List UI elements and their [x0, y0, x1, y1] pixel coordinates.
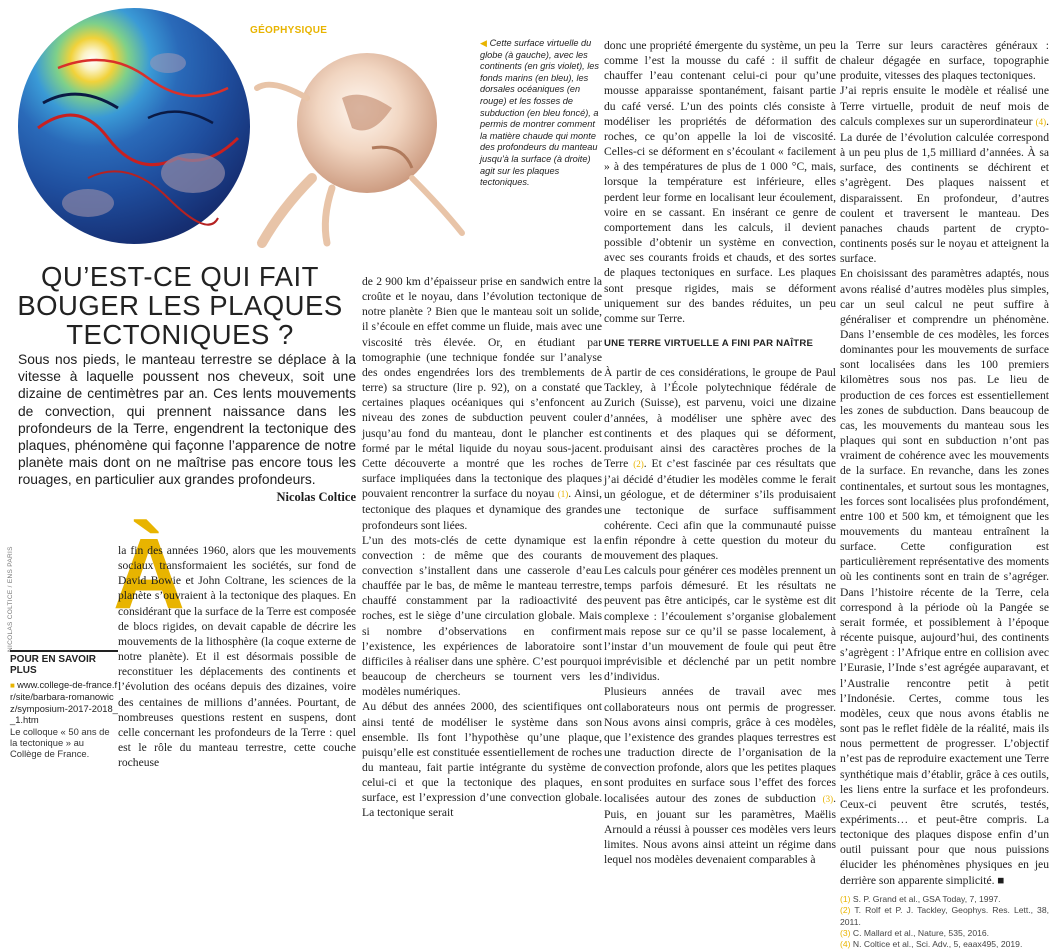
- col3-paragraph-2: À partir de ces considérations, le groupe de Paul Tackley, à l’École polytechnique fédérale de Zurich (Suisse), est parvenu, voici une dizaine d’années, à modéliser une sphère avec des continents et des plaques qui se déforment, produisant ainsi des caractères proches de la Terre (2). Et c’est fascinée par ces résultats que j’ai décidé d’étudier les modèles comme le ferait un géologue, et de déterminer s’ils produisaient une tectonique de surface suffisamment cohérente. Ceci afin que la communauté puisse enfin répondre à cette question du moteur du mouvement des plaques.: [604, 366, 837, 562]
- reference-item: (1) S. P. Grand et al., GSA Today, 7, 1997.: [840, 893, 1001, 904]
- col2-paragraph-3: Au début des années 2000, des scientifiques ont ainsi tenté de modéliser le système dans son ensemble. Ils font l’hypothèse qu’une plaque, puisqu’elle est constituée essentiellement de roches du manteau, fait partie intégrante du système de celui-ci et que la tectonique des plaques, en surface, est l’expression d’une convection globale. La tectonique serait: [362, 700, 602, 820]
- caption-text: Cette surface virtuelle du globe (à gauche), avec les continents (en gris violet), les fonds marins (en bleu), les dorsales océaniques (en rouge) et les fosses de subduction (en bleu foncé), a permis de montrer comment la matière chaude qui monte des profondeurs du manteau jusqu'à la surface (à droite) agit sur les plaques tectoniques.: [480, 38, 599, 188]
- lead-text: Sous nos pieds, le manteau terrestre se déplace à la vitesse à laquelle poussent nos cheveux, soit une dizaine de centimètres par an. Ces lents mouvements de convection, qui prennent naissance dans les profondeurs de la Terre, engendrent la tectonique des plaques, phénomène qui façonne l’apparence de notre planète mais dont on ne maîtrise pas encore tous les rouages, en particulier aux grandes profondeurs.: [18, 352, 356, 488]
- further-reading-heading: POUR EN SAVOIR PLUS: [10, 650, 118, 676]
- col3-paragraph-3: Les calculs pour générer ces modèles prennent un temps parfois démesuré. Et les résultats ne peuvent pas être anticipés, car le système est dit complexe : l’écoulement s’organise globalement mais repose sur ce qu’il se passe localement, à l’instar d’un mouvement de foule qui peut être imprévisible et déclenché par un petit nombre d’individus.: [604, 564, 836, 684]
- column-4: [840, 38, 1049, 951]
- ref-marker-1: (1): [557, 489, 569, 500]
- col1-paragraph: la fin des années 1960, alors que les mouvements sociaux transformaient les sociétés, sur fond de David Bowie et John Coltrane, les sciences de la planète s’ouvraient à la tectonique des plaques. En considérant que la surface de la Terre est composée de blocs rigides, on devait capable de décrire les mouvements de la lithosphère (la coque externe de notre planète). Et il est désormais possible de reconstituer les déplacements des continents et l’évolution des océans depuis des dizaines, voire des centaines de millions d’années. Pourtant, de nombreuses questions restent en suspens, dont celle concernant les profondeurs de la Terre : quel est le rôle du manteau terrestre, cette couche rocheuse: [118, 544, 356, 770]
- column-3: [604, 38, 836, 867]
- globe-image: [18, 8, 250, 244]
- section-heading: UNE TERRE VIRTUELLE A FINI PAR NAÎTRE: [604, 337, 814, 349]
- drop-cap-letter: À: [112, 518, 186, 630]
- image-caption: [480, 38, 604, 189]
- references-list: [840, 894, 1049, 951]
- col3-paragraph-1: donc une propriété émergente du système, un peu comme l’est la mousse du café : il suffit de chauffer l’eau contenant celui-ci pour qu’une mousse apparaisse spontanément, faisant partie du café versé. L’un des points clés consiste à modéliser les propriétés de déformation des roches, ce qu’on appelle la loi de viscosité. Celles-ci se déforment en s’écoulant « facilement » à des températures de plus de 1 000 °C, mais, lorsque la température est inférieure, elles perdent leur forme en localisant leur écoulement, voire en se cassant. En insérant ce genre de comportement dans les calculs, il devient possible d’obtenir un système en convection, avec ses courants froids et chauds, et des sortes de plaques tectoniques en surface. Les plaques sont presque rigides, mais se déforment uniquement sur des bandes réduites, un peu comme sur Terre.: [604, 39, 836, 325]
- title-line-1: QU’EST-CE QUI FAIT: [41, 261, 319, 292]
- further-reading-link[interactable]: www.college-de-france.fr/site/barbara-romanowicz/symposium-2017-2018__1.htm: [10, 679, 118, 726]
- mantle-convection-image: [252, 28, 472, 248]
- caption-arrow-icon: ◀: [480, 38, 488, 48]
- lead-paragraph: [18, 351, 356, 506]
- ref-marker-4: (4): [1035, 116, 1047, 127]
- col2-paragraph-2: L’un des mots-clés de cette dynamique est la convection : de même que des courants de convection s’installent dans une casserole d’eau chauffée par le bas, de même le manteau terrestre, chauffé constamment par la radioactivité des roches, est le siège d’une circulation globale. Mais si nombre d’observations en confirment l’existence, les expériences de laboratoire sont difficiles à réaliser dans une sphère. C’est pourquoi beaucoup de chercheurs se tournent vers les modèles numériques.: [362, 533, 602, 699]
- reference-item: (3) C. Mallard et al., Nature, 535, 2016.: [840, 927, 990, 938]
- reference-item: (2) T. Rolf et P. J. Tackley, Geophys. Res. Lett., 38, 2011.: [840, 905, 1050, 927]
- ref-marker-2: (2): [633, 459, 644, 470]
- article-title: [0, 262, 360, 349]
- column-1: [118, 543, 356, 770]
- section-kicker: GÉOPHYSIQUE: [250, 25, 328, 36]
- ref-marker-3: (3): [822, 793, 834, 804]
- square-bullet-icon: ■: [10, 681, 18, 690]
- col4-paragraph-1: la Terre sur leurs caractères généraux : chaleur dégagée en surface, topographie produite, vitesses des plaques tectoniques.: [840, 39, 1049, 83]
- further-reading-note: Le colloque « 50 ans de la tectonique » au Collège de France.: [10, 725, 110, 760]
- author-name: Nicolas Coltice: [276, 489, 356, 504]
- title-line-2: BOUGER LES PLAQUES: [17, 290, 343, 321]
- photo-credit-text: NICOLAS COLTICE / ENS PARIS: [7, 546, 14, 652]
- col3-paragraph-4: Plusieurs années de travail avec mes collaborateurs nous ont permis de progresser. Nous avons ainsi compris, grâce à ces modèles, que l’existence des grandes plaques terrestres est une traduction directe de l’organisation de la convection profonde, alors que les petites plaques sont produites en surface sous l’effet des forces localisées autour des zones de subduction (3). Puis, en jouant sur les paramètres, Maëlis Arnould a réussi à pousser ces modèles vers leurs limites. Nous avons ainsi atteint un régime dans lequel nos modèles devenaient comparables à: [604, 685, 836, 867]
- col4-paragraph-3: En choisissant des paramètres adaptés, nous avons réalisé d’autres modèles plus simples, car un seul calcul ne peut suffire à généraliser et comprendre un phénomène. Dans l’ensemble de ces modèles, les forces dominantes pour les mouvements de surface sont localisées dans les 100 premiers kilomètres sous nos pas. Le lieu de production de ces forces est essentiellement les zones de subduction. Dans beaucoup de cas, les mouvements du manteau sous les plaques qui sont en subduction n’ont pas vraiment de cohérence avec les mouvements de la surface. En revanche, dans les zones continentales, et surtout sous les montagnes, les forces sont localisées plus profondément, entre 100 et 500 km, et témoignent que les mouvements du manteau entraînent la surface. Cette configuration est particulièrement représentative des moments où les continents sont en train de s’agréger. Dans l’histoire récente de la Terre, cela correspond à la période où la Pangée se serait formée, et possiblement à l’époque récente puisque, aujourd’hui, des continents s’agrègent : l’Afrique entre en collision avec l’Eurasie, l’Inde s’est agrégée auparavant, et l’Australie rencontre petit à petit l’Indonésie. Certes, comme tous les modèles, ceux que nous avons établis ne sont pas le reflet fidèle de la réalité, mais ils nous permettent de progresser. L’objectif n’est pas de reproduire exactement une Terre synthétique mais d’établir, grâce à ces outils, les liens entre la surface et les profondeurs. Ceux-ci peuvent être scrutés, testés, expériments… et peut-être compris. La tectonique des plaques dispose enfin d’un outil puissant pour que nous puissions élucider les phénomènes physiques en jeu derrière son apparente simplicité. ■: [840, 267, 1049, 887]
- title-line-3: TECTONIQUES ?: [66, 319, 294, 350]
- further-reading-box: [10, 650, 118, 760]
- photo-credit: [7, 512, 21, 652]
- column-2: [362, 274, 602, 821]
- col4-paragraph-2: J’ai repris ensuite le modèle et réalisé une Terre virtuelle, produit de neuf mois de calculs complexes sur un superordinateur (4). La durée de l’évolution calculée correspond à un peu plus de 1,5 milliard d’années. À sa surface, des continents se déchirent et s’agrègent. Des plaques naissent et disparaissent. En profondeur, d’autres coulent et traversent le manteau. Des panaches chauds partent de crypto-continents posés sur le noyau et atteignent la surface.: [840, 84, 1049, 266]
- reference-item: (4) N. Coltice et al., Sci. Adv., 5, eaax495, 2019.: [840, 939, 1023, 950]
- col2-paragraph-1: de 2 900 km d’épaisseur prise en sandwich entre la croûte et le noyau, dans l’évolution tectonique de notre planète ? Bien que le manteau soit un solide, il s’écoule en effet comme un fluide, mais avec une viscosité très élevée. Or, en étudiant par tomographie (une technique fondée sur l’analyse des ondes engendrées lors des tremblements de terre) sa structure (lire p. 92), on a constaté que certaines plaques océaniques qui s’enfoncent au niveau des zones de subduction peuvent couler jusqu’au fond du manteau, dont le plancher est formé par le métal liquide du noyau sous-jacent. Cette découverte a montré que les roches de surface impliquées dans la tectonique des plaques pouvaient rencontrer la surface du noyau (1). Ainsi, tectonique des plaques et dynamique des grandes profondeurs sont liées.: [362, 275, 602, 532]
